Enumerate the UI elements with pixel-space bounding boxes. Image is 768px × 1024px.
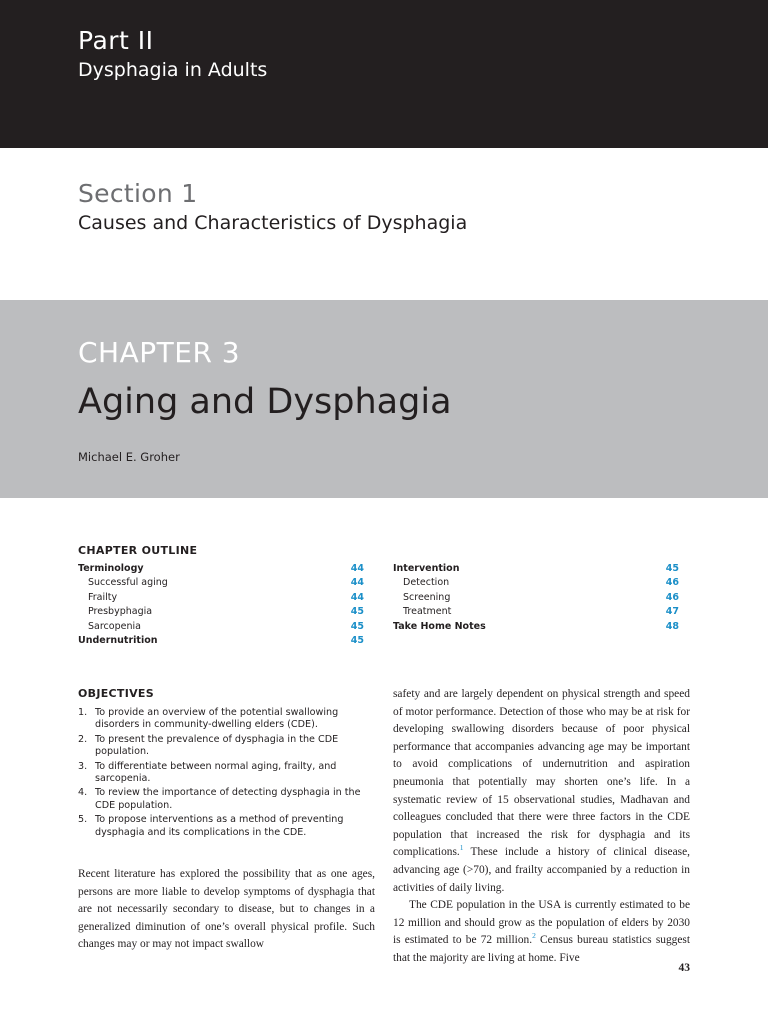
outline-item[interactable] bbox=[393, 620, 679, 634]
outline-item-label: Frailty bbox=[88, 591, 118, 603]
outline-item[interactable] bbox=[78, 605, 364, 619]
chapter-title: Aging and Dysphagia bbox=[78, 382, 452, 422]
chapter-label: CHAPTER 3 bbox=[78, 336, 241, 369]
objective-number: 4. bbox=[78, 787, 88, 799]
objective-text: To propose interventions as a method of preventing dysphagia and its complications in the CDE. bbox=[95, 814, 344, 838]
objective-text: To provide an overview of the potential swallowing disorders in community-dwelling elders (CDE). bbox=[95, 707, 339, 731]
outline-item[interactable] bbox=[393, 605, 679, 619]
chapter-author: Michael E. Groher bbox=[78, 450, 180, 464]
outline-heading: CHAPTER OUTLINE bbox=[78, 544, 198, 557]
outline-item-label: Detection bbox=[403, 577, 450, 589]
outline-item-page[interactable]: 48 bbox=[665, 620, 679, 632]
section-title: Causes and Characteristics of Dysphagia bbox=[78, 212, 468, 234]
outline-item-page[interactable]: 45 bbox=[350, 620, 364, 632]
body-column-right bbox=[393, 686, 690, 968]
outline-item-label: Take Home Notes bbox=[393, 620, 486, 632]
body-text: The CDE population in the USA is currently estimated to be 12 million and should grow as the population of elders by 2030 is estimated to be 72 million. bbox=[393, 899, 690, 947]
outline-column-right bbox=[393, 562, 679, 634]
objective-item bbox=[78, 761, 374, 786]
objective-number: 5. bbox=[78, 814, 88, 826]
page-number: 43 bbox=[678, 962, 690, 974]
objective-item bbox=[78, 707, 374, 732]
outline-item-page[interactable]: 44 bbox=[350, 577, 364, 589]
section-label: Section 1 bbox=[78, 179, 198, 208]
outline-item[interactable] bbox=[78, 634, 364, 648]
outline-item-label: Presbyphagia bbox=[88, 606, 153, 618]
outline-item-label: Treatment bbox=[403, 606, 452, 618]
outline-item-page[interactable]: 46 bbox=[665, 577, 679, 589]
outline-column-left bbox=[78, 562, 364, 648]
objective-item bbox=[78, 814, 374, 839]
outline-item-page[interactable]: 45 bbox=[665, 563, 679, 574]
reference-link[interactable]: 1 bbox=[459, 843, 464, 853]
outline-item[interactable] bbox=[393, 562, 679, 576]
body-column-left bbox=[78, 866, 375, 954]
outline-item-page[interactable]: 46 bbox=[665, 591, 679, 603]
objective-text: To review the importance of detecting dysphagia in the CDE population. bbox=[95, 787, 361, 811]
outline-item-label: Undernutrition bbox=[78, 634, 158, 646]
objective-number: 2. bbox=[78, 733, 88, 745]
outline-item-page[interactable]: 45 bbox=[350, 634, 364, 646]
objective-text: To differentiate between normal aging, frailty, and sarcopenia. bbox=[95, 760, 337, 785]
outline-item[interactable] bbox=[78, 591, 364, 605]
objective-number: 1. bbox=[78, 707, 88, 718]
body-paragraph: Recent literature has explored the possibility that as one ages, persons are more liable to develop symptoms of dysphagia that are not necessarily secondary to disease, but to changes in a generalized diminution of one’s overall physical profile. Such changes may or may not impact swallow bbox=[78, 868, 375, 951]
outline-item[interactable] bbox=[393, 591, 679, 605]
objective-number: 3. bbox=[78, 760, 88, 772]
body-text: safety and are largely dependent on physical strength and speed of motor performance. Detection of those who may be at risk for developing swallowing disorders because of poor physical performance that accompanies advancing age may be important to avoid complications of undernutrition and aspiration pneumonia that potentially may shorten one’s life. In a systematic review of 15 observational studies, Madhavan and colleagues concluded that there were three factors in the CDE population that increased the risk for dysphagia and its complications. bbox=[393, 688, 690, 859]
objective-item bbox=[78, 734, 374, 759]
objective-item bbox=[78, 787, 374, 812]
outline-item-label: Terminology bbox=[78, 563, 144, 574]
outline-item-label: Sarcopenia bbox=[88, 620, 141, 632]
part-label: Part II bbox=[78, 26, 154, 55]
outline-item[interactable] bbox=[78, 620, 364, 634]
outline-item[interactable] bbox=[78, 562, 364, 576]
outline-item-page[interactable]: 47 bbox=[665, 606, 679, 618]
objective-text: To present the prevalence of dysphagia in the CDE population. bbox=[95, 733, 339, 758]
body-text: Census bureau statistics suggest that the majority are living at home. Five bbox=[393, 934, 690, 964]
body-paragraph bbox=[393, 686, 690, 897]
outline-item-label: Successful aging bbox=[88, 577, 168, 589]
objectives-heading: OBJECTIVES bbox=[78, 687, 154, 700]
outline-item-label: Intervention bbox=[393, 563, 460, 574]
reference-link[interactable]: 2 bbox=[532, 931, 536, 941]
objectives-list bbox=[78, 707, 374, 841]
outline-item-page[interactable]: 44 bbox=[350, 591, 364, 603]
outline-item-label: Screening bbox=[403, 591, 451, 603]
outline-item[interactable] bbox=[393, 576, 679, 590]
outline-item-page[interactable]: 44 bbox=[350, 563, 364, 574]
outline-item[interactable] bbox=[78, 576, 364, 590]
part-title: Dysphagia in Adults bbox=[78, 59, 268, 81]
body-paragraph bbox=[393, 897, 690, 967]
body-text: These include a history of clinical disease, advancing age (>70), and frailty accompanied by a reduction in activities of daily living. bbox=[393, 846, 690, 894]
outline-item-page[interactable]: 45 bbox=[350, 606, 364, 618]
